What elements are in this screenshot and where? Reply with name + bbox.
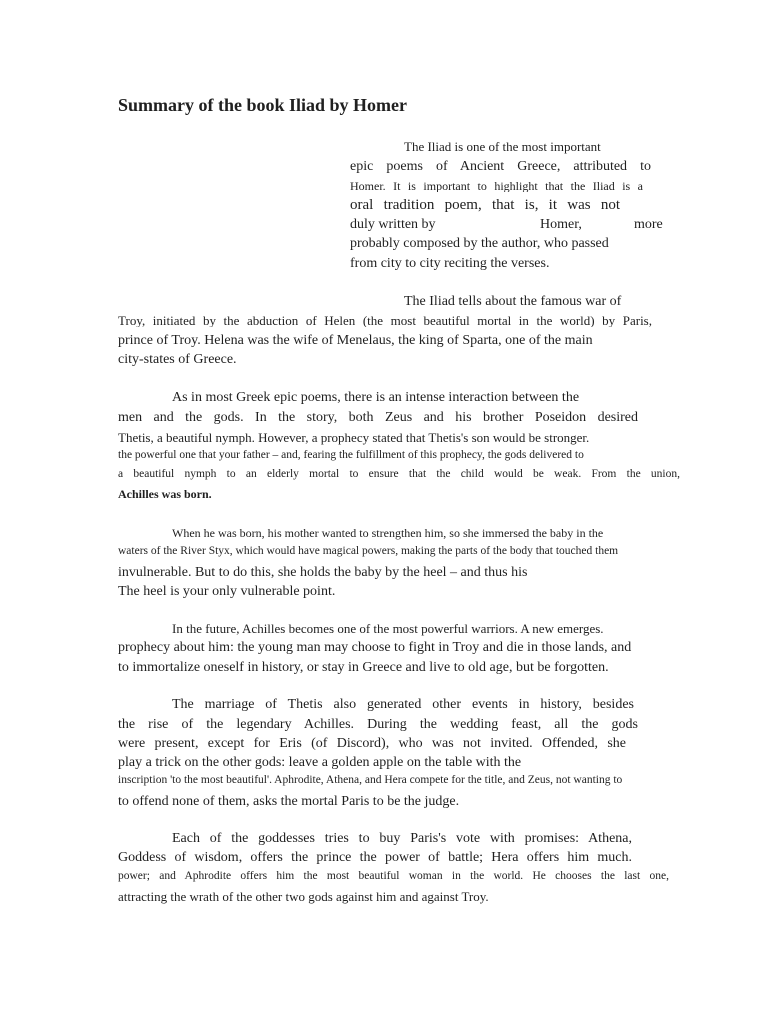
document-title: Summary of the book Iliad by Homer (118, 95, 408, 115)
paragraph-1-line-1: The Iliad is one of the most important (404, 139, 601, 154)
paragraph-2-line-1: The Iliad tells about the famous war of (404, 294, 622, 309)
paragraph-6-line-6: to offend none of them, asks the mortal Paris to be the judge. (118, 794, 460, 809)
paragraph-6-line-4: play a trick on the other gods: leave a golden apple on the table with the (118, 755, 522, 770)
paragraph-6-line-3: were present, except for Eris (of Discord), who was not invited. Offended, she (118, 737, 626, 751)
paragraph-1-line-4: oral tradition poem, that is, it was not (350, 198, 620, 213)
paragraph-1-line-3: Homer. It is important to highlight that the Iliad is a (350, 180, 643, 192)
paragraph-2-line-3: prince of Troy. Helena was the wife of Menelaus, the king of Sparta, one of the main (118, 333, 593, 348)
paragraph-5-line-3: to immortalize oneself in history, or stay in Greece and live to old age, but be forgotten. (118, 660, 609, 675)
paragraph-1-line-5a: duly written by (350, 217, 436, 232)
paragraph-6-line-1: The marriage of Thetis also generated other events in history, besides (172, 698, 634, 712)
paragraph-1-line-5c: more (634, 217, 663, 232)
paragraph-1-line-2: epic poems of Ancient Greece, attributed to (350, 160, 651, 174)
paragraph-6-line-5: inscription 'to the most beautiful'. Aphrodite, Athena, and Hera compete for the title, and Zeus, not wanting to (118, 774, 623, 786)
paragraph-4-line-2: waters of the River Styx, which would have magical powers, making the parts of the body that touched them (118, 545, 619, 557)
paragraph-7-line-2: Goddess of wisdom, offers the prince the power of battle; Hera offers him much. (118, 851, 632, 865)
paragraph-1-line-7: from city to city reciting the verses. (350, 256, 550, 271)
paragraph-3-line-5: a beautiful nymph to an elderly mortal to ensure that the child would be weak. From the union, (118, 469, 680, 480)
paragraph-3-line-3: Thetis, a beautiful nymph. However, a prophecy stated that Thetis's son would be stronger. (118, 430, 590, 445)
paragraph-7-line-3: power; and Aphrodite offers him the most beautiful woman in the world. He chooses the last one, (118, 871, 669, 882)
paragraph-5-line-2: prophecy about him: the young man may choose to fight in Troy and die in those lands, and (118, 640, 632, 655)
paragraph-2-line-4: city-states of Greece. (118, 352, 237, 367)
paragraph-4-line-3: invulnerable. But to do this, she holds the baby by the heel – and thus his (118, 565, 528, 580)
paragraph-1-line-6: probably composed by the author, who passed (350, 236, 609, 251)
paragraph-2-line-2: Troy, initiated by the abduction of Helen (the most beautiful mortal in the world) by Paris, (118, 314, 652, 327)
paragraph-1-line-5b: Homer, (540, 217, 582, 232)
paragraph-7-line-4: attracting the wrath of the other two gods against him and against Troy. (118, 889, 489, 904)
paragraph-4-line-4: The heel is your only vulnerable point. (118, 584, 336, 599)
paragraph-3-line-6: Achilles was born. (118, 487, 212, 501)
paragraph-3-line-4: the powerful one that your father – and, fearing the fulfillment of this prophecy, the gods delivered to (118, 449, 584, 461)
paragraph-7-line-1: Each of the goddesses tries to buy Paris's vote with promises: Athena, (172, 832, 632, 846)
paragraph-3-line-2: men and the gods. In the story, both Zeus and his brother Poseidon desired (118, 411, 638, 425)
paragraph-6-line-2: the rise of the legendary Achilles. During the wedding feast, all the gods (118, 718, 638, 732)
paragraph-5-line-1: In the future, Achilles becomes one of the most powerful warriors. A new emerges. (172, 621, 604, 636)
paragraph-4-line-1: When he was born, his mother wanted to strengthen him, so she immersed the baby in the (172, 526, 604, 540)
paragraph-3-line-1: As in most Greek epic poems, there is an intense interaction between the (172, 390, 580, 405)
